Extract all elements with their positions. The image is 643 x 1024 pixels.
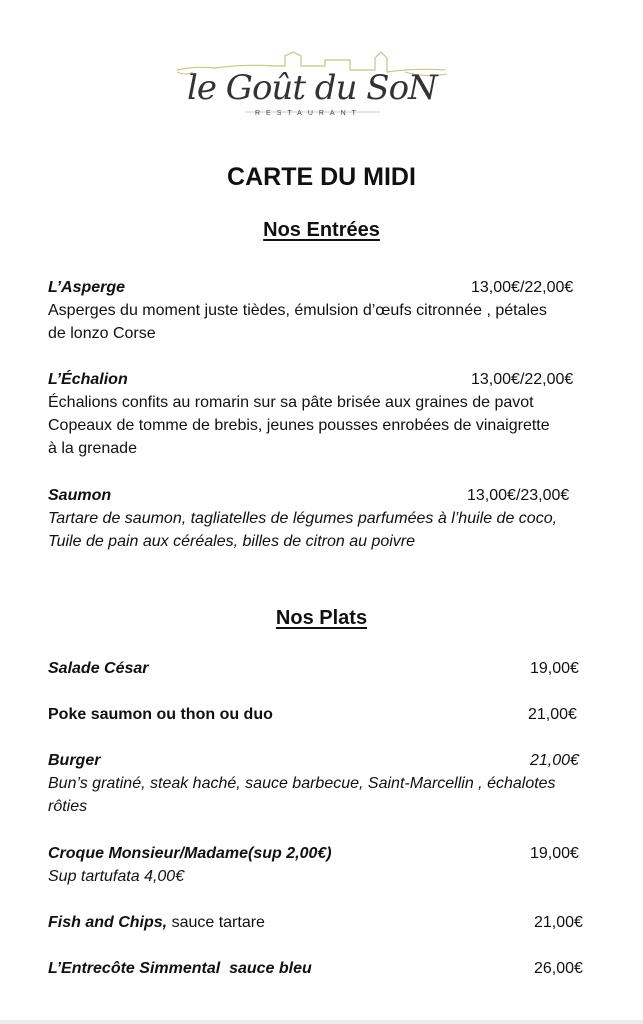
item-desc-line: Bun’s gratiné, steak haché, sauce barbecue, Saint-Marcellin , échalotes <box>48 775 556 792</box>
item-desc-line: Échalions confits au romarin sur sa pâte brisée aux graines de pavot <box>48 394 534 411</box>
item-name: L’Entrecôte Simmental sauce bleu <box>48 960 312 977</box>
item-desc-line: rôties <box>48 798 88 815</box>
menu-item-saumon <box>48 484 593 553</box>
section-heading-plats: Nos Plats <box>275 607 368 629</box>
item-desc-line: de lonzo Corse <box>48 325 156 342</box>
item-name: L’Asperge <box>48 279 126 296</box>
logo-subtitle: RESTAURANT <box>255 110 362 117</box>
item-desc-line: à la grenade <box>48 440 137 457</box>
item-price: 13,00€/23,00€ <box>467 487 570 504</box>
item-price: 19,00€ <box>530 660 579 677</box>
item-name: L’Échalion <box>48 371 128 388</box>
item-name-suffix: sauce tartare <box>167 914 265 931</box>
menu-item-asperge <box>48 276 593 345</box>
item-desc-line: Tuile de pain aux céréales, billes de citron au poivre <box>48 533 416 550</box>
item-price: 13,00€/22,00€ <box>471 371 574 388</box>
menu-item-croque <box>48 842 593 888</box>
item-price: 19,00€ <box>530 845 579 862</box>
item-price: 21,00€ <box>528 706 577 723</box>
item-price: 13,00€/22,00€ <box>471 279 574 296</box>
item-name: Fish and Chips, <box>48 914 168 931</box>
item-price: 21,00€ <box>530 752 579 769</box>
item-desc-line: Tartare de saumon, tagliatelles de légumes parfumées à l’huile de coco, <box>48 510 558 527</box>
page-title: CARTE DU MIDI <box>227 163 416 191</box>
item-name: Saumon <box>48 487 112 504</box>
restaurant-logo <box>175 48 450 126</box>
menu-item-echalion <box>48 368 593 460</box>
item-desc-line: Asperges du moment juste tièdes, émulsion d’œufs citronnée , pétales <box>48 302 547 319</box>
menu-item-fish-and-chips <box>48 911 593 934</box>
item-name: Burger <box>48 752 101 769</box>
item-name: Croque Monsieur/Madame(sup 2,00€) <box>48 845 332 862</box>
menu-item-entrecote <box>48 957 593 980</box>
menu-item-burger <box>48 749 593 818</box>
logo-wordmark: le Goût du SoN <box>187 68 437 108</box>
page-bottom-edge <box>0 1020 643 1024</box>
item-name: Poke saumon ou thon ou duo <box>48 706 273 723</box>
item-desc-line: Sup tartufata 4,00€ <box>48 868 185 885</box>
item-name: Salade César <box>48 660 149 677</box>
item-price: 26,00€ <box>534 960 583 977</box>
item-desc-line: Copeaux de tomme de brebis, jeunes pousses enrobées de vinaigrette <box>48 417 550 434</box>
item-price: 21,00€ <box>534 914 583 931</box>
menu-item-poke <box>48 703 593 726</box>
section-heading-entrees: Nos Entrées <box>263 219 380 241</box>
menu-item-salade-cesar <box>48 657 593 680</box>
